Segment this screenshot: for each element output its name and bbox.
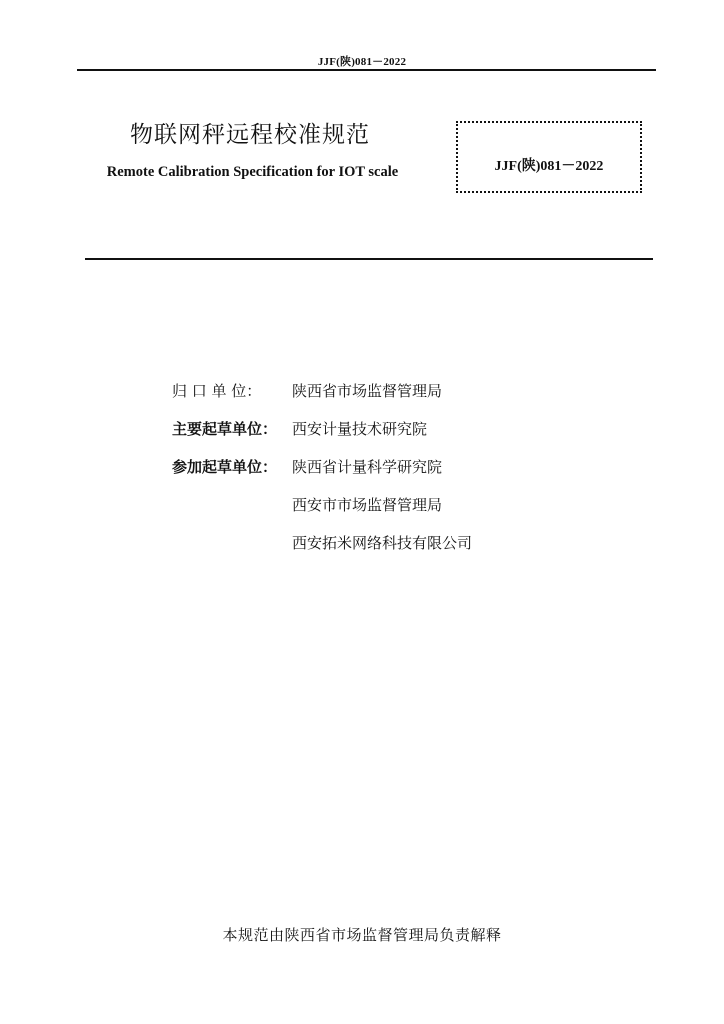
responsible-unit-row bbox=[172, 380, 592, 406]
document-title-english: Remote Calibration Specification for IOT scale bbox=[106, 164, 399, 180]
participating-unit-row bbox=[172, 494, 592, 520]
main-drafting-unit-label: 主要起草单位： bbox=[172, 420, 278, 438]
document-code: JJF(陕)081－2022 bbox=[494, 159, 604, 174]
responsible-unit-value: 陕西省市场监督管理局 bbox=[292, 382, 443, 400]
participating-unit-row bbox=[172, 456, 592, 482]
participating-unit-value: 西安拓米网络科技有限公司 bbox=[292, 534, 473, 552]
header-divider bbox=[77, 69, 656, 71]
organizations-block bbox=[172, 380, 592, 570]
document-title-chinese: 物联网秤远程校准规范 bbox=[130, 122, 370, 148]
participating-unit-value: 西安市市场监督管理局 bbox=[292, 496, 443, 514]
header-document-code: JJF(陕)081－2022 bbox=[317, 56, 407, 68]
interpretation-note: 本规范由陕西省市场监督管理局负责解释 bbox=[222, 926, 502, 944]
document-code-box bbox=[456, 121, 642, 193]
participating-unit-label: 参加起草单位： bbox=[172, 458, 278, 476]
main-drafting-unit-row bbox=[172, 418, 592, 444]
participating-unit-row bbox=[172, 532, 592, 558]
participating-unit-value: 陕西省计量科学研究院 bbox=[292, 458, 443, 476]
responsible-unit-label: 归 口 单 位： bbox=[172, 382, 262, 400]
title-divider bbox=[85, 258, 653, 260]
main-drafting-unit-value: 西安计量技术研究院 bbox=[292, 420, 428, 438]
